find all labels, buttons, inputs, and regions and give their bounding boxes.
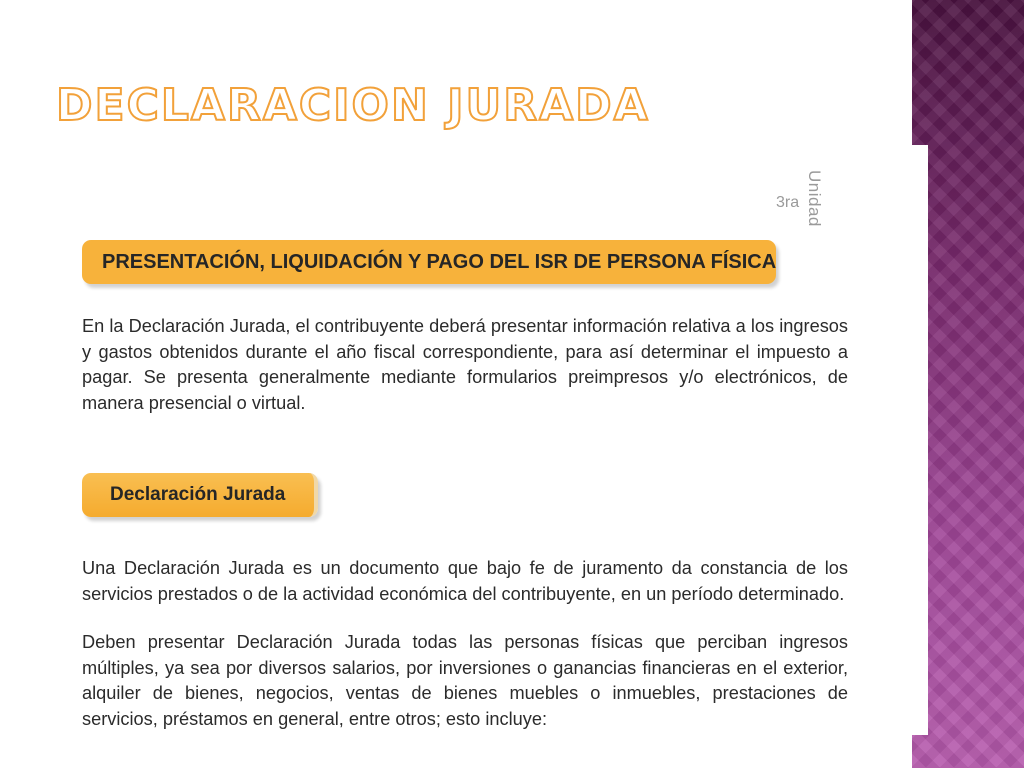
sub-banner: Declaración Jurada [82,473,318,517]
intro-paragraph: En la Declaración Jurada, el contribuyente deberá presentar información relativa a los ingresos y gastos obtenidos durante el año fiscal correspondiente, para así determinar el impuesto a pagar. Se presenta generalmente mediante formularios preimpresos y/o electrónicos, de manera presencial o virtual. [82,316,848,413]
side-band-divider [912,145,928,735]
unit-label [776,168,836,244]
unit-number: 3ra [776,194,800,211]
definition-paragraph: Una Declaración Jurada es un documento que bajo fe de juramento da constancia de los servicios prestados o de la actividad económica del contribuyente, en un período determinado. [82,558,848,604]
decorative-side-band [912,0,1024,768]
slide-title: DECLARACION JURADA [56,80,650,131]
section-banner: PRESENTACIÓN, LIQUIDACIÓN Y PAGO DEL ISR DE PERSONA FÍSICA [82,240,776,284]
obligation-paragraph: Deben presentar Declaración Jurada todas las personas físicas que perciban ingresos múltiples, ya sea por diversos salarios, por inversiones o ganancias financieras en el exterior, alquiler de bienes, negocios, ventas de bienes muebles o inmuebles, prestaciones de servicios, préstamos en general, entre otros; esto incluye: [82,632,848,729]
unit-word: Unidad [805,170,824,227]
